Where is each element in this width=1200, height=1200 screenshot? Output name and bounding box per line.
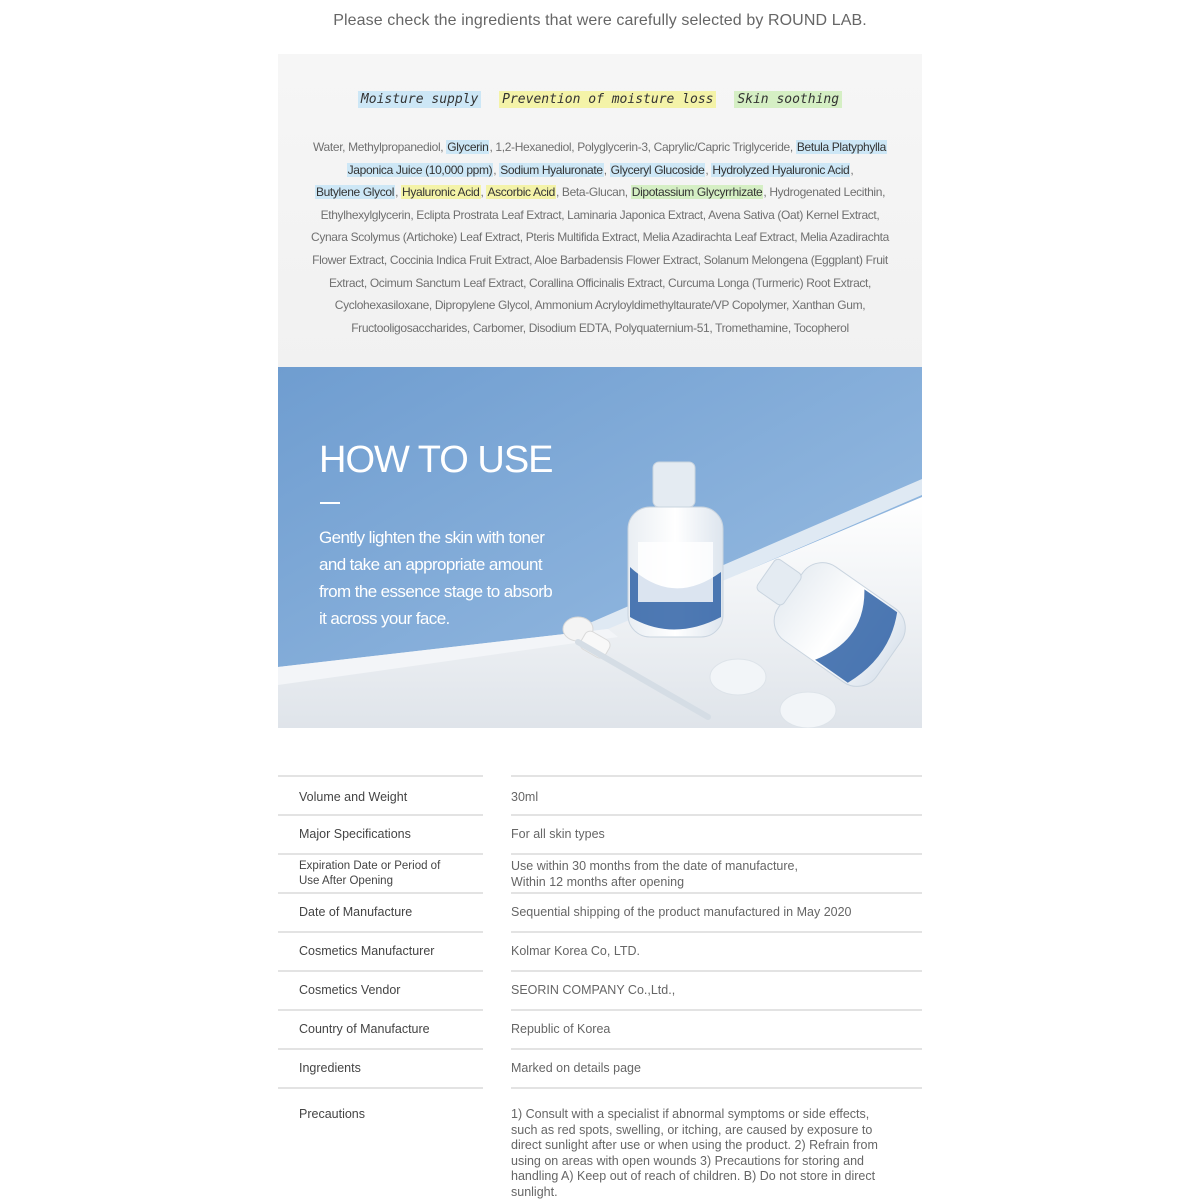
- spec-value: For all skin types: [511, 827, 605, 841]
- spec-label: Major Specifications: [299, 827, 411, 841]
- ingredient-text: , 1,2-Hexanediol, Polyglycerin-3, Caprylic/Capric Triglyceride,: [489, 140, 796, 154]
- ingredients-panel: [278, 54, 922, 368]
- spec-label: Precautions: [299, 1107, 366, 1121]
- spec-value: Kolmar Korea Co, LTD.: [511, 944, 640, 958]
- ingredient-highlight: Butylene Glycol: [315, 185, 395, 200]
- table-row: [278, 892, 922, 931]
- spec-value: Marked on details page: [511, 1061, 641, 1075]
- spec-value: Republic of Korea: [511, 1022, 611, 1036]
- product-spec-table: [278, 775, 922, 1199]
- ingredient-highlight: Sodium Hyaluronate: [500, 162, 603, 177]
- ingredient-highlight: Hyaluronic Acid: [402, 185, 480, 200]
- table-row: [278, 970, 922, 1009]
- table-row: [278, 1087, 922, 1199]
- ingredient-text: ,: [480, 185, 487, 200]
- table-row: [278, 1009, 922, 1048]
- ingredient-text: Water, Methylpropanediol,: [313, 140, 447, 154]
- ingredient-text: , Hydrogenated Lecithin,: [763, 185, 886, 200]
- table-row: [278, 853, 922, 892]
- spec-label: Expiration Date or Period of Use After Opening: [299, 860, 441, 887]
- how-to-use-line: from the essence stage to absorb: [319, 582, 553, 601]
- how-to-use-text: [319, 524, 579, 632]
- legend-prevention: Prevention of moisture loss: [499, 91, 716, 108]
- ingredient-highlight: Hydrolyzed Hyaluronic Acid: [712, 162, 850, 177]
- legend-soothing: Skin soothing: [734, 91, 842, 108]
- ingredient-highlight: Glyceryl Glucoside: [610, 162, 705, 177]
- ingredient-highlight: Glycerin: [447, 140, 489, 154]
- spec-label: Volume and Weight: [299, 790, 408, 804]
- legend-moisture-supply: Moisture supply: [358, 91, 481, 108]
- how-to-use-line: and take an appropriate amount: [319, 555, 543, 574]
- spec-label: Country of Manufacture: [299, 1022, 430, 1036]
- ingredient-text: , Beta-Glucan,: [555, 185, 631, 200]
- how-to-use-banner: [278, 367, 922, 728]
- spec-label: Cosmetics Vendor: [299, 983, 401, 997]
- ingredient-highlight: Betula Platyphylla: [796, 140, 886, 154]
- spec-value: 1) Consult with a specialist if abnormal symptoms or side effects, such as red spots, swelling, or itching, are caused by exposure to direct sunlight after use or when using the product. 2) Refrain from using on areas with open wounds 3) Precautions for storing and handling A) Keep out of reach of children. B) Do not store in direct sunlight.: [511, 1107, 878, 1199]
- ingredient-text: ,: [705, 162, 712, 177]
- how-to-use-line: it across your face.: [319, 609, 450, 628]
- spec-value: SEORIN COMPANY Co.,Ltd.,: [511, 983, 676, 997]
- spec-value: Sequential shipping of the product manufactured in May 2020: [511, 905, 852, 919]
- intro-text: Please check the ingredients that were carefully selected by ROUND LAB.: [333, 12, 867, 29]
- spec-value: Use within 30 months from the date of manufacture, Within 12 months after opening: [511, 859, 798, 889]
- table-row: [278, 931, 922, 970]
- ingredient-list: [308, 136, 892, 339]
- spec-label: Date of Manufacture: [299, 905, 413, 919]
- ingredient-highlight: Japonica Juice (10,000 ppm): [347, 162, 493, 177]
- ingredient-text: ,: [603, 162, 610, 177]
- table-row: [278, 1048, 922, 1087]
- ingredient-highlight: Ascorbic Acid: [487, 185, 555, 200]
- table-row: [278, 814, 922, 853]
- how-to-use-line: Gently lighten the skin with toner: [319, 528, 545, 547]
- ingredient-highlight: Dipotassium Glycyrrhizate: [631, 185, 763, 200]
- spec-label: Cosmetics Manufacturer: [299, 944, 435, 958]
- ingredient-text: ,: [850, 162, 854, 177]
- table-row: [278, 775, 922, 814]
- ingredient-legend: [278, 92, 922, 107]
- how-to-use-title: HOW TO USE: [319, 439, 553, 481]
- spec-label: Ingredients: [299, 1061, 361, 1075]
- ingredient-text: Ethylhexylglycerin, Eclipta Prostrata Leaf Extract, Laminaria Japonica Extract, Avena Sativa (Oat) Kernel Extract, Cynara Scolymus (Artichoke) Leaf Extract, Pteris Multifida Extract, Melia Azadirachta Leaf Extract, Melia Azadirachta Flower Extract, Coccinia Indica Fruit Extract, Aloe Barbadensis Flower Extract, Solanum Melongena (Eggplant) Fruit Extract, Ocimum Sanctum Leaf Extract, Corallina Officinalis Extract, Curcuma Longa (Turmeric) Root Extract, Cyclohexasiloxane, Dipropylene Glycol, Ammonium Acryloyldimethyltaurate/VP Copolymer, Xanthan Gum, Fructooligosaccharides, Carbomer, Disodium EDTA, Polyquaternium-51, Tromethamine, Tocopherol: [311, 207, 889, 335]
- ingredient-text: ,: [395, 185, 402, 200]
- ingredient-text: ,: [493, 162, 500, 177]
- title-divider: [320, 502, 340, 504]
- spec-value: 30ml: [511, 790, 539, 804]
